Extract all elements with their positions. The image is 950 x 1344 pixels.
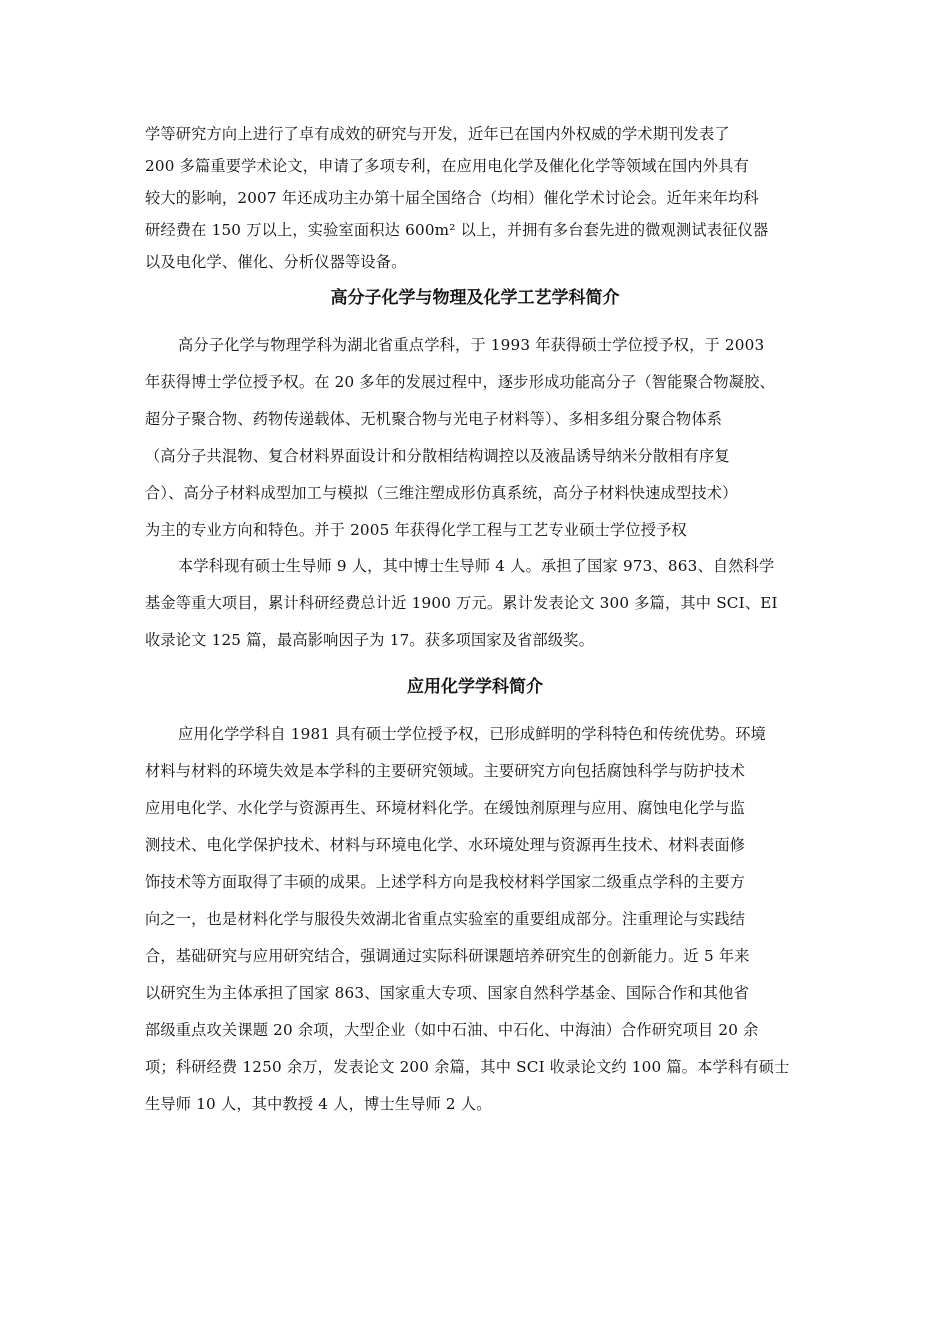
text-line: 生导师 10 人，其中教授 4 人，博士生导师 2 人。 bbox=[145, 1095, 492, 1113]
text-line: 研经费在 150 万以上，实验室面积达 600m² 以上，并拥有多台套先进的微观测试表征仪器 bbox=[145, 221, 769, 239]
text-line: 学等研究方向上进行了卓有成效的研究与开发，近年已在国内外权威的学术期刊发表了 bbox=[145, 125, 730, 143]
text-line: （高分子共混物、复合材料界面设计和分散相结构调控以及液晶诱导纳米分散相有序复 bbox=[145, 447, 730, 465]
text-line: 应用化学学科自 1981 具有硕士学位授予权，已形成鲜明的学科特色和传统优势。环境 bbox=[178, 725, 767, 743]
text-line: 测技术、电化学保护技术、材料与环境电化学、水环境处理与资源再生技术、材料表面修 bbox=[145, 836, 746, 854]
text-line: 基金等重大项目，累计科研经费总计近 1900 万元。累计发表论文 300 多篇，其中 SCI、EI bbox=[145, 594, 778, 612]
text-line: 合）、高分子材料成型加工与模拟（三维注塑成形仿真系统，高分子材料快速成型技术） bbox=[145, 484, 738, 502]
text-line: 部级重点攻关课题 20 余项，大型企业（如中石油、中石化、中海油）合作研究项目 20 余 bbox=[145, 1021, 759, 1039]
text-line: 向之一，也是材料化学与服役失效湖北省重点实验室的重要组成部分。注重理论与实践结 bbox=[145, 910, 746, 928]
text-line: 较大的影响，2007 年还成功主办第十届全国络合（均相）催化学术讨论会。近年来年均科 bbox=[145, 189, 759, 207]
text-line: 饰技术等方面取得了丰硕的成果。上述学科方向是我校材料学国家二级重点学科的主要方 bbox=[145, 873, 746, 891]
text-line: 为主的专业方向和特色。并于 2005 年获得化学工程与工艺专业硕士学位授予权 bbox=[145, 521, 687, 539]
text-line: 以研究生为主体承担了国家 863、国家重大专项、国家自然科学基金、国际合作和其他省 bbox=[145, 984, 749, 1002]
text-line: 应用电化学、水化学与资源再生、环境材料化学。在缓蚀剂原理与应用、腐蚀电化学与监 bbox=[145, 799, 746, 817]
text-line: 本学科现有硕士生导师 9 人，其中博士生导师 4 人。承担了国家 973、863、自然科学 bbox=[178, 557, 775, 575]
text-line: 年获得博士学位授予权。在 20 多年的发展过程中，逐步形成功能高分子（智能聚合物凝胶、 bbox=[145, 373, 775, 391]
section-heading-applied: 应用化学学科简介 bbox=[407, 677, 543, 697]
text-line: 收录论文 125 篇，最高影响因子为 17。获多项国家及省部级奖。 bbox=[145, 631, 595, 649]
text-line: 以及电化学、催化、分析仪器等设备。 bbox=[145, 253, 407, 271]
text-line: 高分子化学与物理学科为湖北省重点学科，于 1993 年获得硕士学位授予权，于 2003 bbox=[178, 336, 765, 354]
text-line: 超分子聚合物、药物传递载体、无机聚合物与光电子材料等）、多相多组分聚合物体系 bbox=[145, 410, 723, 428]
text-line: 材料与材料的环境失效是本学科的主要研究领域。主要研究方向包括腐蚀科学与防护技术 bbox=[145, 762, 746, 780]
text-line: 项；科研经费 1250 余万，发表论文 200 余篇，其中 SCI 收录论文约 100 篇。本学科有硕士 bbox=[145, 1058, 790, 1076]
text-line: 200 多篇重要学术论文，申请了多项专利，在应用电化学及催化化学等领域在国内外具有 bbox=[145, 157, 749, 175]
text-line: 合，基础研究与应用研究结合，强调通过实际科研课题培养研究生的创新能力。近 5 年来 bbox=[145, 947, 750, 965]
section-heading-polymer: 高分子化学与物理及化学工艺学科简介 bbox=[330, 288, 620, 308]
